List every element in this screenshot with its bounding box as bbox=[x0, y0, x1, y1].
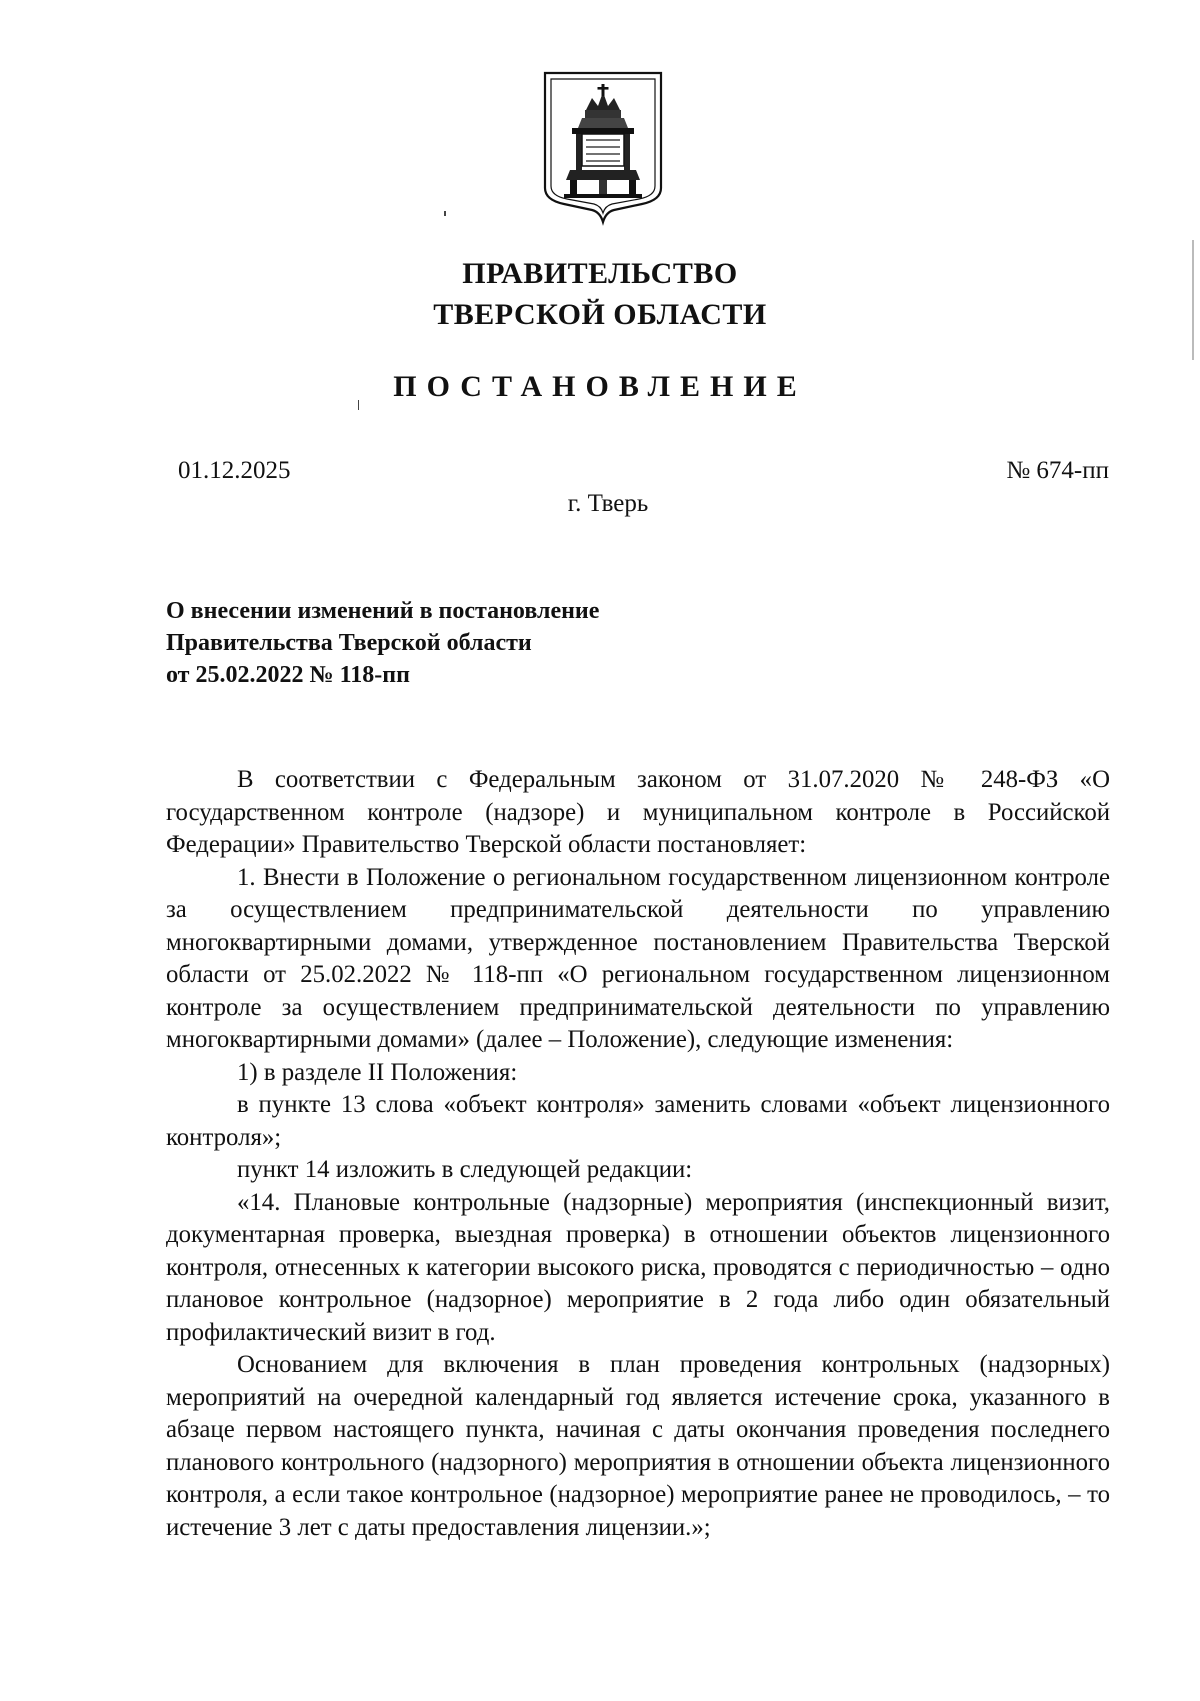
document-city: г. Тверь bbox=[567, 490, 649, 517]
document-type-title: ПОСТАНОВЛЕНИЕ bbox=[393, 370, 807, 403]
authority-name-line1: ПРАВИТЕЛЬСТВО bbox=[462, 257, 738, 290]
authority-name-line2: ТВЕРСКОЙ ОБЛАСТИ bbox=[433, 298, 767, 331]
document-date: 01.12.2025 bbox=[178, 457, 291, 484]
scan-speck bbox=[1192, 240, 1194, 360]
document-body bbox=[166, 764, 1110, 1544]
document-subject bbox=[166, 595, 599, 691]
body-paragraph: Основанием для включения в план проведения контрольных (надзорных) мероприятий на очередной календарный год является истечение срока, указанного в абзаце первом настоящего пункта, начиная с даты окончания проведения последнего планового контрольного (надзорного) мероприятия в отношении объекта лицензионного контроля, а если такое контрольное (надзорное) мероприятие ранее не проводилось, – то истечение 3 лет с даты предоставления лицензии.»; bbox=[166, 1351, 1110, 1541]
body-paragraph: В соответствии с Федеральным законом от 31.07.2020 № 248-ФЗ «О государственном контроле (надзоре) и муниципальном контроле в Российской Федерации» Правительство Тверской области постановляет: bbox=[166, 766, 1110, 858]
scan-speck bbox=[444, 211, 446, 216]
body-paragraph: пункт 14 изложить в следующей редакции: bbox=[237, 1156, 693, 1183]
body-paragraph: 1. Внести в Положение о региональном государственном лицензионном контроле за осуществлением предпринимательской деятельности по управлению многоквартирными домами, утвержденное постановлением Правительства Тверской области от 25.02.2022 № 118-пп «О региональном государственном лицензионном контроле за осуществлением предпринимательской деятельности по управлению многоквартирными домами» (далее – Положение), следующие изменения: bbox=[166, 863, 1110, 1053]
document-number: № 674-пп bbox=[1006, 457, 1109, 484]
body-paragraph: 1) в разделе II Положения: bbox=[237, 1058, 518, 1086]
subject-line: Правительства Тверской области bbox=[166, 630, 532, 656]
body-paragraph: «14. Плановые контрольные (надзорные) мероприятия (инспекционный визит, документарная проверка, выездная проверка) в отношении объектов лицензионного контроля, отнесенных к категории высокого риска, проводятся с периодичностью – одно плановое контрольное (надзорное) мероприятие в 2 года либо один обязательный профилактический визит в год. bbox=[166, 1188, 1110, 1346]
scan-speck bbox=[358, 400, 359, 410]
tver-coat-of-arms-icon bbox=[542, 70, 664, 230]
subject-line: О внесении изменений в постановление bbox=[166, 598, 600, 624]
subject-line: от 25.02.2022 № 118-пп bbox=[166, 662, 410, 688]
body-paragraph: в пункте 13 слова «объект контроля» заменить словами «объект лицензионного контроля»; bbox=[166, 1091, 1110, 1151]
